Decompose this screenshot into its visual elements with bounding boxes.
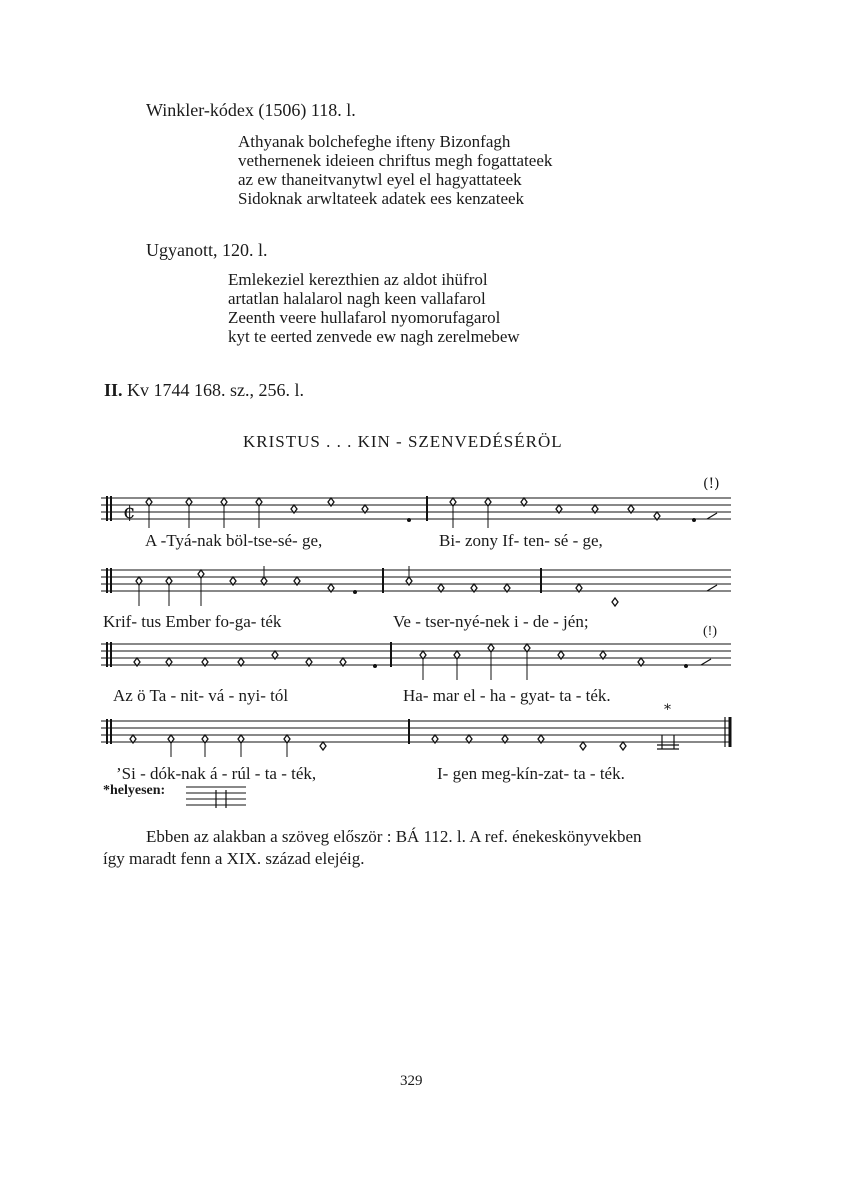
lyrics-right: Bi- zony If- ten- sé - ge, <box>439 531 603 550</box>
section-heading <box>104 380 304 401</box>
poem-line: Emlekeziel kerezthien az aldot ihüfrol <box>228 270 488 289</box>
poem-ugyanott <box>228 270 520 346</box>
music-staff-3 <box>101 640 731 680</box>
footnote-asterisk: * <box>664 702 671 718</box>
lyrics-line-1 <box>145 531 603 551</box>
source-heading-winkler: Winkler-kódex (1506) 118. l. <box>146 100 356 120</box>
lyrics-line-3 <box>113 686 611 706</box>
corrected-staff-snippet <box>186 784 246 808</box>
lyrics-left: ’Si - dók-nak á - rúl - ta - ték, <box>116 764 317 783</box>
lyrics-right: Ve - tser-nyé-nek i - de - jén; <box>393 612 589 631</box>
poem-line: Zeenth veere hullafarol nyomorufagarol <box>228 308 501 327</box>
section-reference: Kv 1744 168. sz., 256. l. <box>127 380 305 400</box>
paragraph-line: így maradt fenn a XIX. század elejéig. <box>103 849 365 868</box>
section-numeral: II. <box>104 380 123 400</box>
svg-text:¢: ¢ <box>123 499 136 523</box>
music-footnote <box>103 783 165 799</box>
lyrics-left: A -Tyá-nak böl-tse-sé- ge, <box>145 531 323 550</box>
poem-winkler <box>238 132 552 208</box>
caution-mark: (!) <box>703 476 720 492</box>
page-number: 329 <box>400 1073 423 1089</box>
source-heading-ugyanott: Ugyanott, 120. l. <box>146 240 268 260</box>
lyrics-line-4 <box>116 764 625 784</box>
poem-line: artatlan halalarol nagh keen vallafarol <box>228 289 486 308</box>
song-title: KRISTUS . . . KIN - SZENVEDÉSÉRÖL <box>243 432 563 451</box>
poem-line: vethernenek ideieen chriftus megh fogattateek <box>238 151 553 170</box>
poem-line: Athyanak bolchefeghe ifteny Bizonfagh <box>238 132 511 151</box>
lyrics-line-2 <box>103 612 589 632</box>
closing-paragraph <box>103 826 642 870</box>
poem-line: az ew thaneitvanytwl eyel el hagyattateek <box>238 170 522 189</box>
lyrics-left: Az ö Ta - nit- vá - nyi- tól <box>113 686 289 705</box>
footnote-label: *helyesen: <box>103 783 166 798</box>
paragraph-line: Ebben az alakban a szöveg először : BÁ 112. l. A ref. énekeskönyvekben <box>146 827 642 846</box>
lyrics-right: I- gen meg-kín-zat- ta - ték. <box>437 764 625 783</box>
music-staff-4 <box>101 702 731 757</box>
poem-line: kyt te eerted zenvede ew nagh zerelmebew <box>228 327 520 346</box>
music-staff-1 <box>101 476 731 534</box>
caution-mark: (!) <box>703 624 717 639</box>
lyrics-right: Ha- mar el - ha - gyat- ta - ték. <box>403 686 611 705</box>
lyrics-left: Krif- tus Ember fo-ga- ték <box>103 612 282 631</box>
music-staff-2 <box>101 566 731 606</box>
poem-line: Sidoknak arwltateek adatek ees kenzateek <box>238 189 525 208</box>
